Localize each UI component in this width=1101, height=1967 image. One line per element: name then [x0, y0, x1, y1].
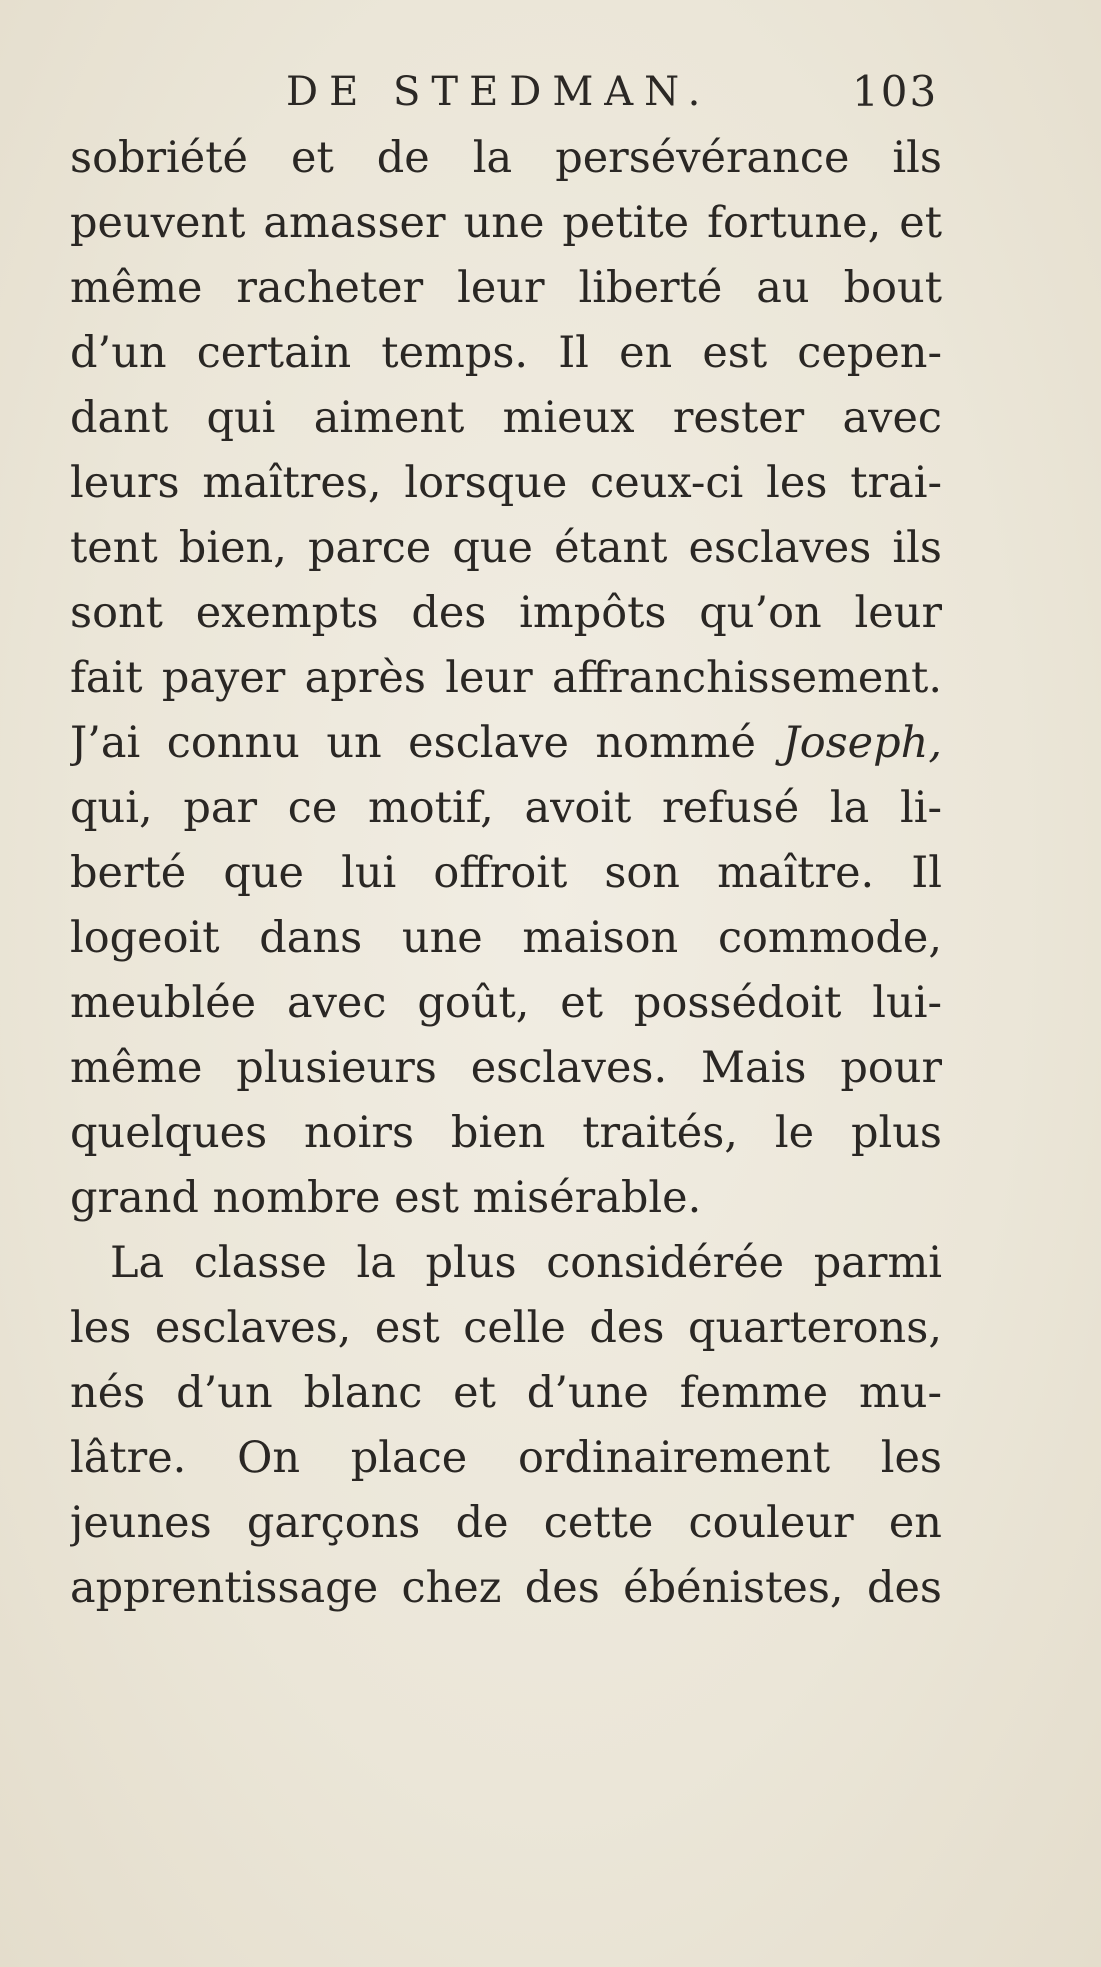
text-line: sont exempts des impôts qu’on leur: [70, 588, 942, 638]
text-line: les esclaves, est celle des quarterons,: [70, 1303, 942, 1353]
text-line: fait payer après leur affranchissement.: [70, 653, 942, 703]
text-line: meublée avec goût, et possédoit lui-: [70, 978, 942, 1028]
text-line-paragraph-end: grand nombre est misérable.: [70, 1173, 702, 1223]
text-line: logeoit dans une maison commode,: [70, 913, 942, 963]
text-line: lâtre. On place ordinairement les: [70, 1433, 942, 1483]
text-line: qui, par ce motif, avoit refusé la li-: [70, 783, 942, 833]
text-line: quelques noirs bien traités, le plus: [70, 1108, 942, 1158]
running-head: [0, 62, 1101, 122]
page-number: 103: [852, 67, 939, 116]
italic-name: Joseph,: [782, 718, 942, 768]
text-line: peuvent amasser une petite fortune, et: [70, 198, 942, 248]
text-line: jeunes garçons de cette couleur en: [70, 1498, 942, 1548]
text-line: sobriété et de la persévérance ils: [70, 133, 942, 183]
running-title: DE STEDMAN.: [286, 69, 712, 115]
text-line: dant qui aiment mieux rester avec: [70, 393, 942, 443]
text-line: d’un certain temps. Il en est cepen-: [70, 328, 942, 378]
text-line: même plusieurs esclaves. Mais pour: [70, 1043, 942, 1093]
body-text: [70, 126, 942, 1621]
text-line: apprentissage chez des ébénistes, des: [70, 1563, 942, 1613]
text-line-with-name: [70, 711, 942, 776]
text-line: nés d’un blanc et d’une femme mu-: [70, 1368, 942, 1418]
text-fragment: J’ai connu un esclave nommé: [70, 718, 783, 768]
text-line: berté que lui offroit son maître. Il: [70, 848, 942, 898]
text-line: leurs maîtres, lorsque ceux-ci les trai-: [70, 458, 942, 508]
text-line-paragraph-start: La classe la plus considérée parmi: [110, 1238, 942, 1288]
text-line: tent bien, parce que étant esclaves ils: [70, 523, 942, 573]
text-line: même racheter leur liberté au bout: [70, 263, 942, 313]
